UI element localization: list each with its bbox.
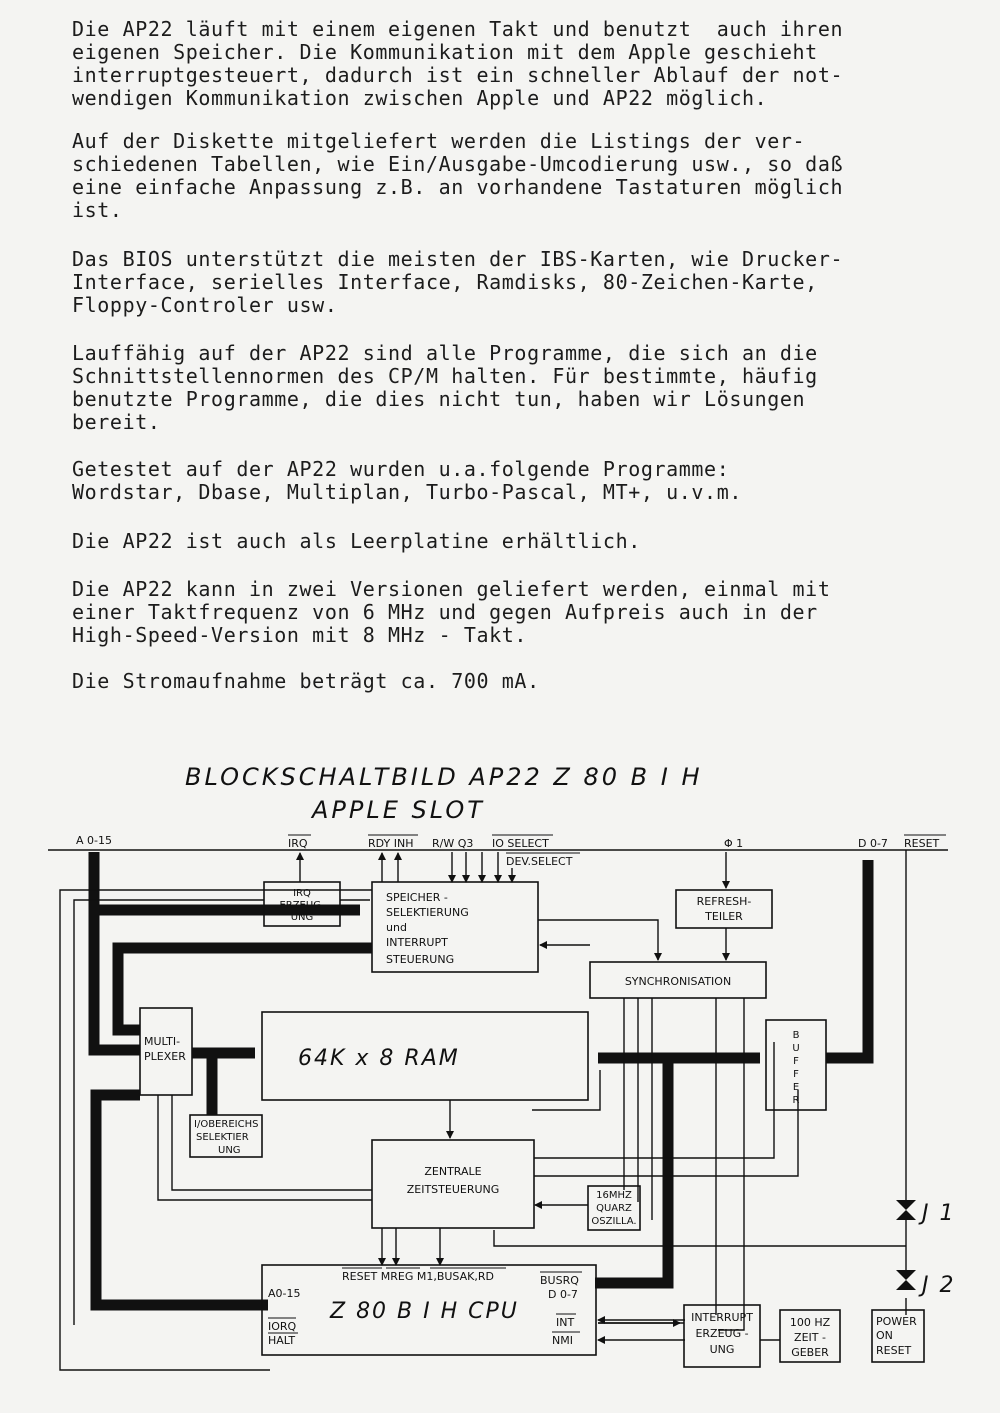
irq-generation-block <box>264 882 340 926</box>
svg-text:MULTI-: MULTI- <box>144 1035 181 1048</box>
jumper-j1-label: J 1 <box>922 1201 956 1226</box>
multiplexer-block <box>140 1008 192 1095</box>
diagram-title: BLOCKSCHALTBILD AP22 Z 80 B I H <box>185 763 703 791</box>
svg-text:ERZEUG -: ERZEUG - <box>695 1327 749 1340</box>
svg-text:SPEICHER -: SPEICHER - <box>386 891 448 904</box>
svg-text:Z 80 B I H CPU: Z 80 B I H CPU <box>330 1299 519 1324</box>
svg-text:A0-15: A0-15 <box>268 1287 301 1300</box>
svg-text:64K x 8 RAM: 64K x 8 RAM <box>298 1046 460 1071</box>
svg-text:SELEKTIERUNG: SELEKTIERUNG <box>386 906 469 919</box>
paragraph-6: Die AP22 ist auch als Leerplatine erhältlich. <box>72 529 641 553</box>
svg-text:ON: ON <box>876 1329 893 1342</box>
svg-text:SYNCHRONISATION: SYNCHRONISATION <box>624 975 732 988</box>
label-data-bus: D 0-7 <box>858 837 888 850</box>
svg-text:ZEITSTEUERUNG: ZEITSTEUERUNG <box>406 1183 500 1196</box>
svg-text:REFRESH-: REFRESH- <box>696 895 752 908</box>
svg-text:D 0-7: D 0-7 <box>548 1288 578 1301</box>
paragraph-7: Die AP22 kann in zwei Versionen geliefert werden, einmal mit einer Taktfrequenz von 6 MHz und gegen Aufpreis auch in der High-Speed-Version mit 8 MHz - Takt. <box>72 577 831 647</box>
label-irq: IRQ <box>288 837 308 850</box>
svg-text:ERZEUG-: ERZEUG- <box>279 900 325 911</box>
label-dev-select: DEV.SELECT <box>506 855 573 868</box>
svg-text:HALT: HALT <box>268 1334 296 1347</box>
svg-text:100 HZ: 100 HZ <box>789 1316 831 1329</box>
svg-text:F: F <box>793 1056 799 1067</box>
mem-select-to-mux-bus <box>118 948 372 1030</box>
io-area-select-block <box>190 1115 262 1157</box>
label-rdy-inh: RDY INH <box>368 837 414 850</box>
paragraph-3: Das BIOS unterstützt die meisten der IBS-Karten, wie Drucker- Interface, serielles Interface, Ramdisks, 80-Zeichen-Karte, Floppy-Controler usw. <box>72 247 844 317</box>
svg-text:OSZILLA.: OSZILLA. <box>591 1216 637 1227</box>
central-timing-block <box>372 1140 534 1228</box>
jumper-j2-icon <box>896 1270 916 1290</box>
svg-text:UNG: UNG <box>290 912 314 923</box>
svg-text:I/OBEREICHS: I/OBEREICHS <box>194 1119 259 1130</box>
quartz-oscillator-block <box>588 1186 640 1230</box>
svg-text:und: und <box>386 921 407 934</box>
svg-text:PLEXER: PLEXER <box>144 1050 186 1063</box>
svg-text:U: U <box>792 1043 800 1054</box>
svg-text:R: R <box>792 1095 800 1106</box>
svg-text:16MHZ: 16MHZ <box>596 1190 632 1201</box>
synchronisation-block <box>590 962 766 998</box>
label-io-select: IO SELECT <box>492 837 549 850</box>
svg-text:SELEKTIER: SELEKTIER <box>196 1132 249 1143</box>
paragraph-1: Die AP22 läuft mit einem eigenen Takt und benutzt auch ihren eigenen Speicher. Die Kommunikation mit dem Apple geschieht interruptgesteuert, dadurch ist ein schneller Ablauf der not- wendigen Kommunikation zwischen Apple und AP22 möglich. <box>72 17 844 110</box>
buffer-to-data-bus <box>826 860 868 1058</box>
label-address-bus: A 0-15 <box>76 834 112 847</box>
label-rw-q3: R/W Q3 <box>432 837 474 850</box>
svg-text:ZENTRALE: ZENTRALE <box>424 1165 482 1178</box>
svg-text:INTERRUPT: INTERRUPT <box>691 1311 753 1324</box>
power-on-reset-block <box>872 1310 924 1362</box>
svg-text:INT: INT <box>556 1316 575 1329</box>
svg-text:POWER: POWER <box>876 1315 917 1328</box>
z80-cpu-block <box>262 1265 596 1355</box>
svg-text:UNG: UNG <box>218 1145 241 1156</box>
label-phi1: Φ 1 <box>724 837 744 850</box>
svg-text:RESET MREG M1,BUSAK,RD: RESET MREG M1,BUSAK,RD <box>342 1270 494 1283</box>
svg-text:IORQ: IORQ <box>268 1320 297 1333</box>
paragraph-2: Auf der Diskette mitgeliefert werden die Listings der ver- schiedenen Tabellen, wie Ein/Ausgabe-Umcodierung usw., so daß eine einfache Anpassung z.B. an vorhandene Tastaturen möglich ist. <box>72 129 844 222</box>
jumper-j1-icon <box>896 1200 916 1220</box>
svg-text:B: B <box>792 1030 800 1041</box>
svg-text:TEILER: TEILER <box>705 910 743 923</box>
paragraph-4: Lauffähig auf der AP22 sind alle Programme, die sich an die Schnittstellennormen des CP/M halten. Für bestimmte, häufig benutzte Programme, die dies nicht tun, haben wir Lösungen bereit. <box>72 341 818 434</box>
svg-text:ZEIT -: ZEIT - <box>794 1331 826 1344</box>
svg-text:GEBER: GEBER <box>791 1346 829 1359</box>
svg-text:RESET: RESET <box>876 1344 912 1357</box>
svg-text:IRQ: IRQ <box>293 888 311 899</box>
svg-text:UNG: UNG <box>709 1343 735 1356</box>
refresh-divider-block <box>676 890 772 928</box>
timer-100hz-block <box>780 1310 840 1362</box>
svg-text:E: E <box>792 1082 800 1093</box>
svg-text:NMI: NMI <box>552 1334 573 1347</box>
ram-block <box>262 1012 588 1100</box>
diagram-subtitle: APPLE SLOT <box>312 796 485 824</box>
svg-text:STEUERUNG: STEUERUNG <box>386 953 455 966</box>
buffer-block <box>766 1020 826 1110</box>
label-reset: RESET <box>904 837 940 850</box>
block-diagram <box>0 750 1000 1413</box>
memory-select-interrupt-block <box>372 882 538 972</box>
data-bus-to-cpu <box>595 1058 668 1283</box>
svg-text:INTERRUPT: INTERRUPT <box>386 936 448 949</box>
interrupt-generation-block <box>684 1305 760 1367</box>
svg-text:BUSRQ: BUSRQ <box>540 1274 579 1287</box>
paragraph-8: Die Stromaufnahme beträgt ca. 700 mA. <box>72 669 540 693</box>
svg-text:F: F <box>793 1069 799 1080</box>
svg-text:QUARZ: QUARZ <box>596 1203 632 1214</box>
jumper-j2-label: J 2 <box>922 1273 956 1298</box>
paragraph-5: Getestet auf der AP22 wurden u.a.folgende Programme: Wordstar, Dbase, Multiplan, Turbo-Pascal, MT+, u.v.m. <box>72 457 742 504</box>
